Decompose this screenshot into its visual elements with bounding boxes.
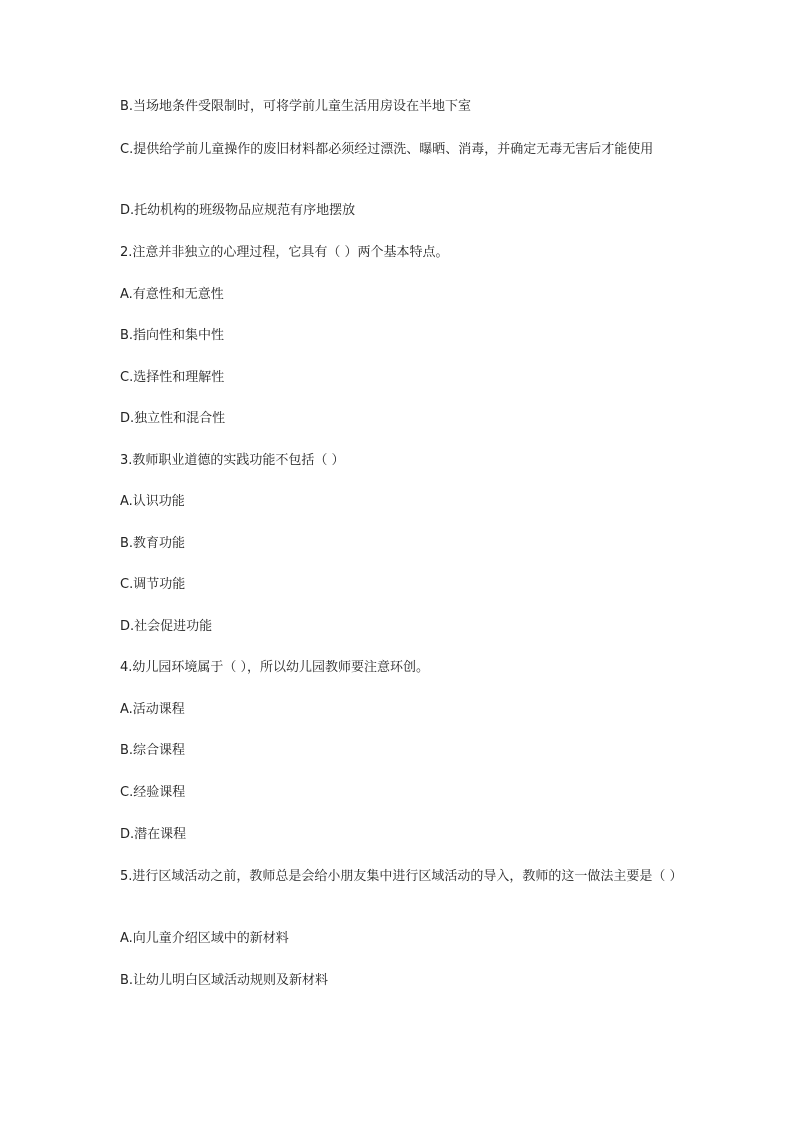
q3-option-c: C.调节功能 (120, 577, 186, 592)
q2-option-c: C.选择性和理解性 (120, 370, 225, 385)
question-3: 3.教师职业道德的实践功能不包括（ ） (120, 453, 345, 468)
q5-option-b: B.让幼儿明白区域活动规则及新材料 (120, 973, 329, 988)
question-4: 4.幼儿园环境属于（ ），所以幼儿园教师要注意环创。 (120, 660, 430, 675)
q4-option-b: B.综合课程 (120, 743, 186, 758)
option-b-prev: B.当场地条件受限制时，可将学前儿童生活用房设在半地下室 (120, 99, 472, 114)
q3-option-a: A.认识功能 (120, 494, 185, 509)
q3-option-b: B.教育功能 (120, 536, 186, 551)
question-2: 2.注意并非独立的心理过程，它具有（ ）两个基本特点。 (120, 245, 449, 260)
q4-option-c: C.经验课程 (120, 785, 186, 800)
q2-option-d: D.独立性和混合性 (120, 411, 226, 426)
option-d-prev: D.托幼机构的班级物品应规范有序地摆放 (120, 203, 356, 218)
q5-option-a: A.向儿童介绍区域中的新材料 (120, 931, 289, 946)
q2-option-b: B.指向性和集中性 (120, 328, 225, 343)
q4-option-a: A.活动课程 (120, 702, 185, 717)
q3-option-d: D.社会促进功能 (120, 619, 213, 634)
question-5: 5.进行区域活动之前，教师总是会给小朋友集中进行区域活动的导入，教师的这一做法主要是（ ） (120, 869, 683, 884)
q4-option-d: D.潜在课程 (120, 827, 187, 842)
q2-option-a: A.有意性和无意性 (120, 287, 224, 302)
option-c-prev: C.提供给学前儿童操作的废旧材料都必须经过漂洗、曝晒、消毒，并确定无毒无害后才能使用 (120, 142, 654, 157)
